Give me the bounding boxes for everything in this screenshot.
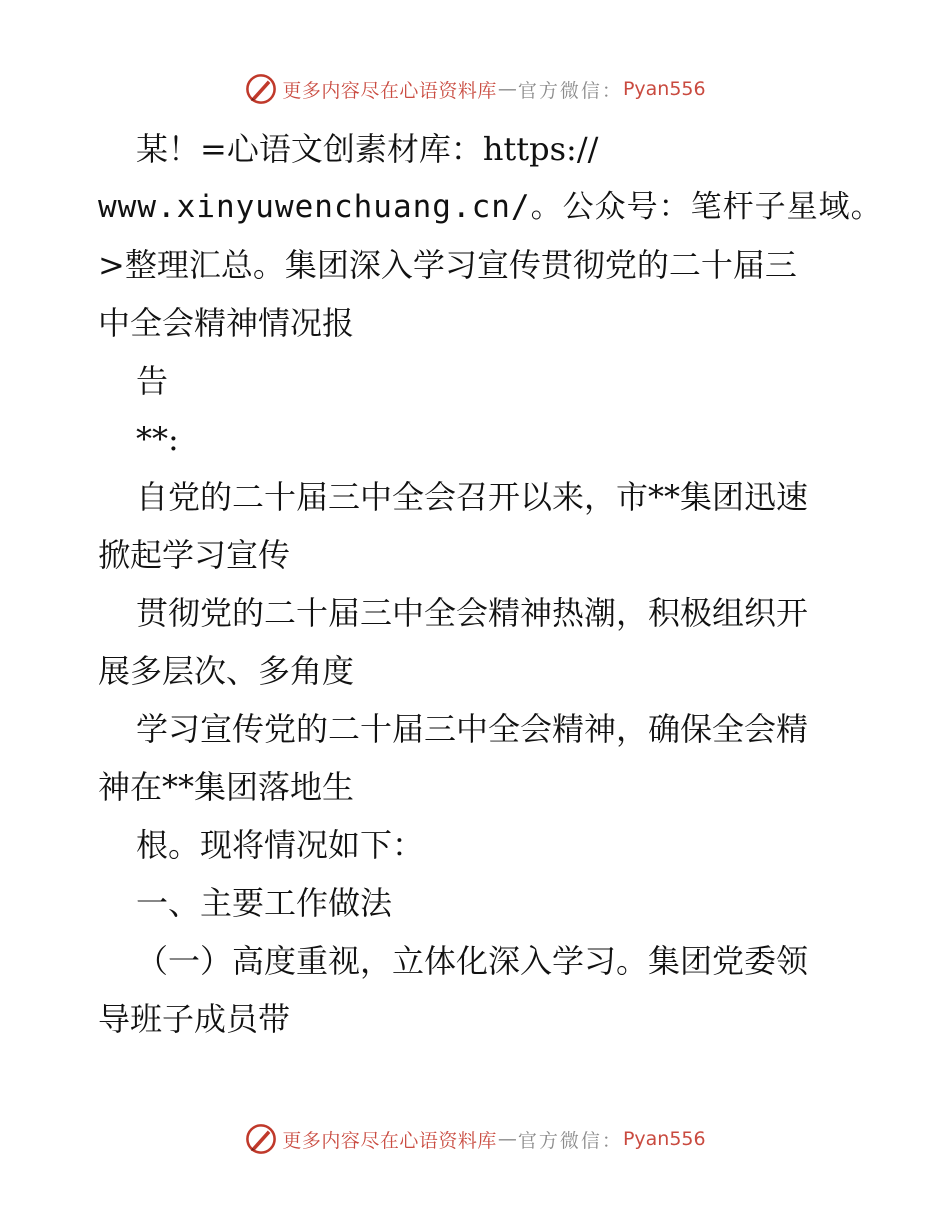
paragraph-line: >整理汇总。集团深入学习宣传贯彻党的二十届三	[98, 246, 797, 284]
pen-logo-icon	[244, 1122, 278, 1156]
watermark-wechat-label: 官方微信：	[517, 1129, 623, 1152]
watermark-main-text: 更多内容尽在心语资料库	[282, 1129, 497, 1152]
paragraph-line: 自党的二十届三中全会召开以来，市**集团迅速	[136, 478, 809, 516]
paragraph-line: 告	[136, 362, 169, 400]
paragraph-line: 学习宣传党的二十届三中全会精神，确保全会精	[136, 710, 809, 748]
paragraph-line: 导班子成员带	[98, 1000, 291, 1038]
watermark-dash: —	[497, 1128, 517, 1150]
paragraph-line: **:	[136, 420, 179, 458]
paragraph-line: 中全会精神情况报	[98, 304, 355, 342]
header-watermark	[0, 72, 950, 106]
paragraph-line: 神在**集团落地生	[98, 768, 355, 806]
watermark-wechat-id: Pyan556	[622, 78, 706, 100]
footer-watermark	[0, 1122, 950, 1156]
paragraph-line: 掀起学习宣传	[98, 536, 291, 574]
document-body	[98, 120, 883, 1048]
watermark-main-text: 更多内容尽在心语资料库	[282, 79, 497, 102]
paragraph-line: 根。现将情况如下：	[136, 826, 425, 864]
watermark-dash: —	[497, 78, 517, 100]
watermark-wechat-label: 官方微信：	[517, 79, 623, 102]
pen-logo-icon	[244, 72, 278, 106]
section-heading: 一、主要工作做法	[136, 884, 393, 922]
paragraph-line: www.xinyuwenchuang.cn/。公众号：笔杆子星域。	[98, 189, 883, 225]
paragraph-line: 贯彻党的二十届三中全会精神热潮，积极组织开	[136, 594, 809, 632]
paragraph-line: （一）高度重视，立体化深入学习。集团党委领	[136, 942, 809, 980]
paragraph-line: 某！=心语文创素材库：https://	[136, 130, 599, 168]
paragraph-line: 展多层次、多角度	[98, 652, 355, 690]
watermark-wechat-id: Pyan556	[622, 1128, 706, 1150]
